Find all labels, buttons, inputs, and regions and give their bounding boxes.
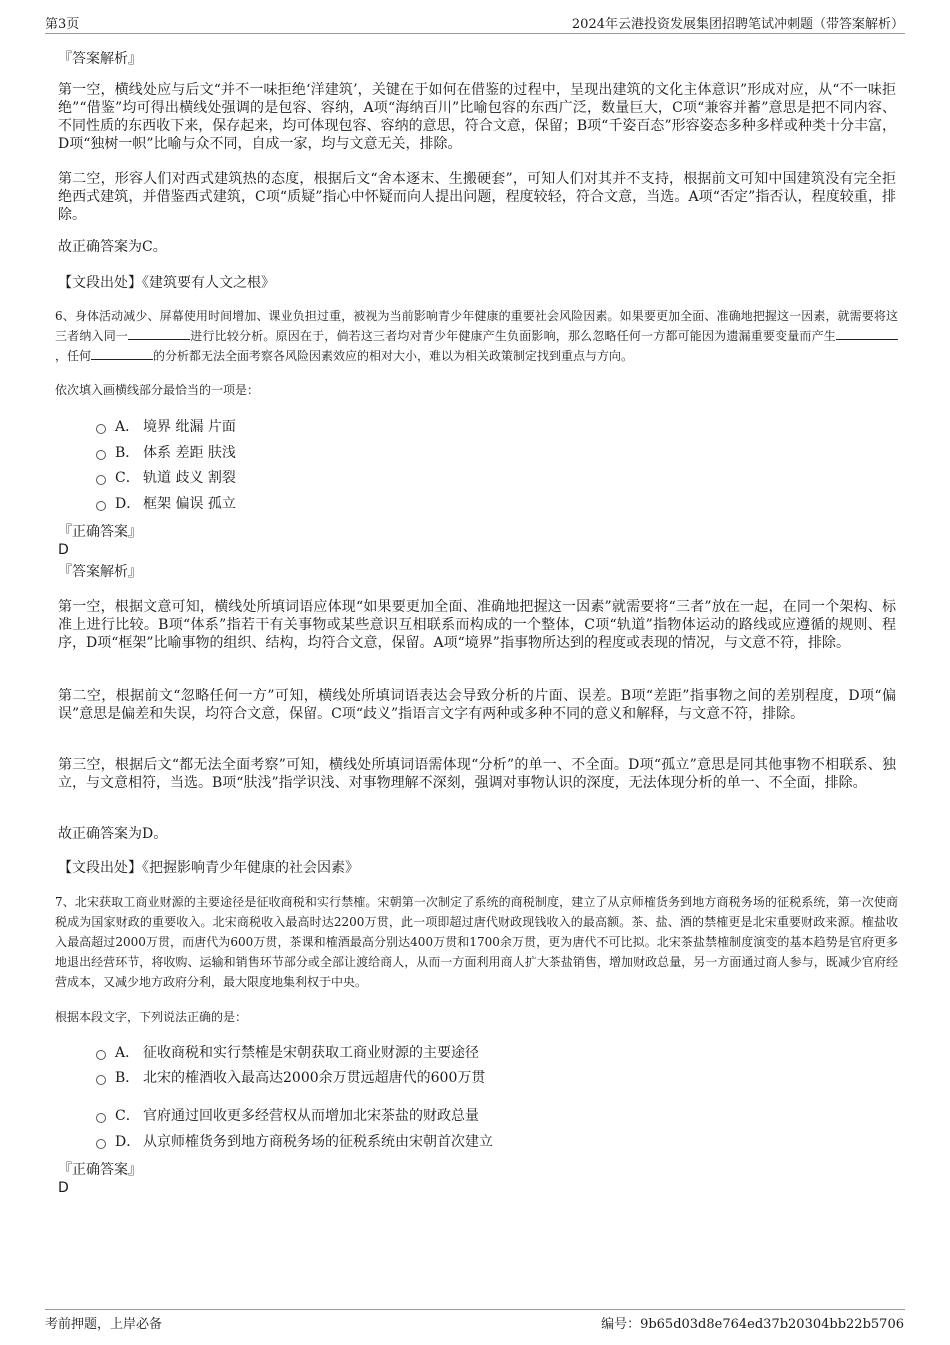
radio-icon[interactable]: [96, 424, 106, 434]
option-text: 轨道 歧义 割裂: [143, 470, 236, 486]
radio-icon[interactable]: [96, 475, 106, 485]
q6-analysis-paragraph-1: 第一空，根据文意可知，横线处所填词语应体现“如果要更加全面、准确地把握这一因素”就需要将“三者”放在一起，在同一个架构、标准上进行比较。B项“体系”指若干有关事物或某些意识互相联系而构成的一个整体，C项“轨道”指物体运动的路线或应遵循的规则、程序，D项“框架”比喻事物的组织、结构，均符合文意，保留。A项“境界”指事物所达到的程度或表现的情况，与文意不符，排除。: [58, 599, 896, 651]
q7-question-text: 7、北宋获取工商业财源的主要途径是征收商税和实行禁榷。宋朝第一次制定了系统的商税制度，建立了从京师榷货务到地方商税务场的征税系统，第一次使商税成为国家财政的重要收入。北宋商税收入最高时达2200万贯，此一项即超过唐代财政现钱收入的最高额。茶、盐、酒的禁榷更是北宋重要财政来源。榷盐收入最高超过2000万贯，而唐代为600万贯，茶课和榷酒最高分别达400万贯和1700余万贯，更为唐代不可比拟。北宋茶盐禁榷制度演变的基本趋势是官府更多地退出经营环节，将收购、运输和销售环节部分或全部让渡给商人，从而一方面利用商人扩大茶盐销售，增加财政总量，另一方面通过商人参与，既减少官府经营成本，又减少地方政府分利，最大限度地集利权于中央。: [55, 895, 898, 989]
option-text: 官府通过回收更多经营权从而增加北宋茶盐的财政总量: [143, 1108, 479, 1124]
option-text: 体系 差距 肤浅: [143, 445, 236, 461]
q6-correct-answer: D: [58, 542, 69, 558]
page-number: 第3页: [45, 17, 80, 32]
q6-option-d[interactable]: [96, 495, 236, 513]
radio-icon[interactable]: [96, 1050, 106, 1060]
radio-icon[interactable]: [96, 1113, 106, 1123]
q7-option-d[interactable]: [96, 1133, 493, 1151]
q6-text-part-4: 的分析都无法全面考察各风险因素效应的相对大小，难以为相关政策制定找到重点与方向。: [153, 349, 634, 363]
q6-prompt: 依次填入画横线部分最恰当的一项是：: [55, 383, 260, 397]
q6-correct-answer-label: 『正确答案』: [58, 524, 142, 540]
option-text: 境界 纰漏 片面: [143, 419, 236, 435]
header-divider: [45, 33, 905, 34]
q6-blank-3: [91, 347, 153, 360]
q7-prompt: 根据本段文字，下列说法正确的是：: [55, 1010, 248, 1024]
option-label: D．: [115, 1134, 141, 1150]
q6-blank-2: [836, 327, 898, 340]
option-label: A．: [115, 419, 140, 435]
radio-icon[interactable]: [96, 501, 106, 511]
q7-option-a[interactable]: [96, 1044, 479, 1062]
document-id: 编号：9b65d03d8e764ed37b20304bb22b5706: [601, 1317, 904, 1332]
option-text: 框架 偏误 孤立: [143, 496, 236, 512]
footer-divider: [45, 1309, 905, 1310]
option-label: B．: [115, 1070, 140, 1086]
q6-conclusion: 故正确答案为D。: [58, 826, 168, 842]
q7-option-b[interactable]: [96, 1069, 485, 1087]
q6-analysis-paragraph-2: 第二空，根据前文“忽略任何一方”可知，横线处所填词语表达会导致分析的片面、误差。B项“差距”指事物之间的差别程度，D项“偏误”意思是偏差和失误，均符合文意，保留。C项“歧义”指语言文字有两种或多种不同的意义和解释，与文意不符，排除。: [58, 688, 896, 722]
option-label: D．: [115, 496, 141, 512]
option-text: 北宋的榷酒收入最高达2000余万贯远超唐代的600万贯: [143, 1070, 486, 1086]
q6-source: 【文段出处】《把握影响青少年健康的社会因素》: [58, 860, 359, 876]
radio-icon[interactable]: [96, 1075, 106, 1085]
q5-analysis-paragraph-1: 第一空，横线处应与后文“并不一味拒绝‘洋建筑’，关键在于如何在借鉴的过程中，呈现出建筑的文化主体意识”形成对应，从“不一味拒绝”“借鉴”均可得出横线处强调的是包容、容纳，A项“海纳百川”比喻包容的东西广泛，数量巨大，C项“兼容并蓄”意思是把不同内容、不同性质的东西收下来，保存起来，均可体现包容、容纳的意思，符合文意，保留；B项“千姿百态”形容姿态多种多样或种类十分丰富，D项“独树一帜”比喻与众不同，自成一家，均与文意无关，排除。: [58, 82, 896, 152]
q6-option-a[interactable]: [96, 418, 236, 436]
option-label: A．: [115, 1045, 140, 1061]
q6-question-text: [55, 306, 898, 366]
option-text: 从京师榷货务到地方商税务场的征税系统由宋朝首次建立: [143, 1134, 493, 1150]
q6-text-part-2: 进行比较分析。原因在于，倘若这三者均对青少年健康产生负面影响，那么忽略任何一方都可能因为遗漏重要变量而产生: [190, 329, 836, 343]
q5-analysis-paragraph-2: 第二空，形容人们对西式建筑热的态度，根据后文“舍本逐末、生搬硬套”，可知人们对其并不支持，根据前文可知中国建筑没有完全拒绝西式建筑，并借鉴西式建筑，C项“质疑”指心中怀疑而向人提出问题，程度较轻，符合文意，当选。A项“否定”指否认，程度较重，排除。: [58, 171, 896, 223]
q7-correct-answer: D: [58, 1180, 69, 1196]
q7-option-c[interactable]: [96, 1107, 479, 1125]
radio-icon[interactable]: [96, 450, 106, 460]
radio-icon[interactable]: [96, 1139, 106, 1149]
option-label: B．: [115, 445, 140, 461]
q6-answer-analysis-label: 『答案解析』: [58, 564, 142, 580]
q6-blank-1: [128, 327, 190, 340]
option-label: C．: [115, 1108, 140, 1124]
q5-conclusion: 故正确答案为C。: [58, 239, 167, 255]
answer-analysis-label: 『答案解析』: [58, 51, 142, 67]
q6-option-b[interactable]: [96, 444, 236, 462]
q6-option-c[interactable]: [96, 469, 236, 487]
q6-text-part-1: 6、身体活动减少、屏幕使用时间增加、课业负担过重，被视为当前影响青少年健康的重要社会风险因素。如果要更加全面、准确地把握这一因素，就需要将这三者纳入同一: [55, 309, 898, 343]
footer-slogan: 考前押题，上岸必备: [45, 1317, 163, 1332]
q7-correct-answer-label: 『正确答案』: [58, 1162, 142, 1178]
option-text: 征收商税和实行禁榷是宋朝获取工商业财源的主要途径: [143, 1045, 479, 1061]
document-title: 2024年云港投资发展集团招聘笔试冲刺题（带答案解析）: [571, 17, 904, 32]
option-label: C．: [115, 470, 140, 486]
q5-source: 【文段出处】《建筑要有人文之根》: [58, 275, 275, 291]
q6-text-part-3: ，任何: [55, 349, 92, 363]
q6-analysis-paragraph-3: 第三空，根据后文“都无法全面考察”可知，横线处所填词语需体现“分析”的单一、不全面。D项“孤立”意思是同其他事物不相联系、独立，与文意相符，当选。B项“肤浅”指学识浅、对事物理解不深刻，强调对事物认识的深度，无法体现分析的单一、不全面，排除。: [58, 757, 896, 791]
